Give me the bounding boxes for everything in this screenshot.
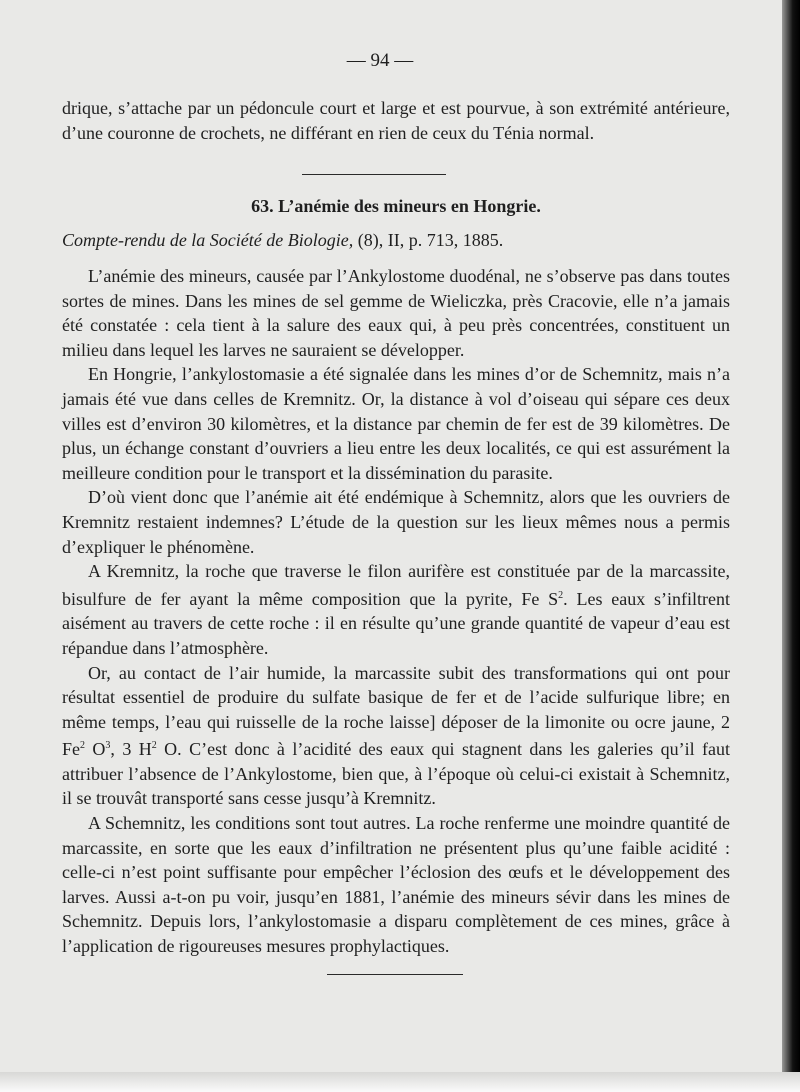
paragraph-limonite: Or, au contact de l’air humide, la marcassite subit des transformations qui ont pour résultat essentiel de produire du sulfate basique de fer et de l’acide sulfurique libre; en même temps, l’eau qui ruisselle de la roche laisse] déposer de la limonite ou ocre jaune, 2 Fe$^2$ $O^3$, 3 $H^2$ O. C’est donc à l’acidité des eaux qui stagnent dans les galeries qu’il faut attribuer l’absence de l’Ankylostome, bien que, à l’époque où celui-ci existait à Schemnitz, il se trouvât transporté sans cesse jusqu’à Kremnitz. bbox=[62, 662, 730, 809]
scan-bottom-margin bbox=[0, 1072, 800, 1092]
paragraph-schemnitz: A Schemnitz, les conditions sont tout autres. La roche renferme une moindre quantité de marcassite, en sorte que les eaux d’infiltration ne présentent plus qu’une faible acidité : celle-ci n’est point suffisante pour empêcher l’éclosion des œufs et le développement des larves. Aussi a-t-on pu voir, jusqu’en 1881, l’anémie des mineurs sévir dans les mines de Schemnitz. Depuis lors, l’ankylostomasie a disparu complètement de ces mines, grâce à l’application de rigoureuses mesures prophylactiques. bbox=[62, 813, 730, 957]
paragraph-marcassite: A Kremnitz, la roche que traverse le filon aurifère est constituée par de la marcassite, bisulfure de fer ayant la même composition que la pyrite, Fe $S^2$. Les eaux s’infiltrent aisément au travers de cette roche : il en résulte qu’une grande quantité de vapeur d’eau est répandue dans l’atmosphère. bbox=[62, 561, 730, 658]
scan-edge-shadow bbox=[782, 0, 800, 1092]
intro-paragraph bbox=[62, 96, 730, 145]
superscript: 2 bbox=[80, 740, 85, 752]
superscript: 3 bbox=[105, 740, 111, 752]
reference-details: (8), II, p. 713, 1885. bbox=[357, 230, 504, 250]
article-body bbox=[62, 264, 730, 959]
superscript: 2 bbox=[151, 740, 157, 752]
superscript: 2 bbox=[558, 589, 564, 601]
section-heading: 63. L’anémie des mineurs en Hongrie. bbox=[251, 196, 541, 216]
page-number: — 94 — bbox=[346, 50, 414, 71]
reference-journal: Compte-rendu de la Société de Biologie, bbox=[62, 230, 354, 250]
section-divider-top bbox=[302, 174, 446, 175]
paragraph: En Hongrie, l’ankylostomasie a été signalée dans les mines d’or de Schemnitz, mais n’a jamais été vue dans celles de Kremnitz. Or, la distance à vol d’oiseau qui sépare ces deux villes est d’environ 30 kilomètres, et la distance par chemin de fer est de 39 kilomètres. De plus, un échange constant d’ouvriers a lieu entre les deux localités, ce qui est assurément la meilleure condition pour le transport et la dissémination du parasite. bbox=[62, 364, 730, 483]
paragraph: D’où vient donc que l’anémie ait été endémique à Schemnitz, alors que les ouvriers de Kremnitz restaient indemnes? L’étude de la question sur les lieux mêmes nous a permis d’expliquer le phénomène. bbox=[62, 487, 730, 557]
section-reference bbox=[62, 230, 730, 251]
paragraph: L’anémie des mineurs, causée par l’Ankylostome duodénal, ne s’observe pas dans toutes sortes de mines. Dans les mines de sel gemme de Wieliczka, près Cracovie, elle n’a jamais été constatée : cela tient à la salure des eaux qui, à peu près concentrées, constituent un milieu dans lequel les larves ne sauraient se développer. bbox=[62, 266, 730, 360]
intro-text: drique, s’attache par un pédoncule court et large et est pourvue, à son extrémité antérieure, d’une couronne de crochets, ne différant en rien de ceux du Ténia normal. bbox=[62, 98, 730, 143]
section-divider-bottom bbox=[327, 974, 463, 975]
